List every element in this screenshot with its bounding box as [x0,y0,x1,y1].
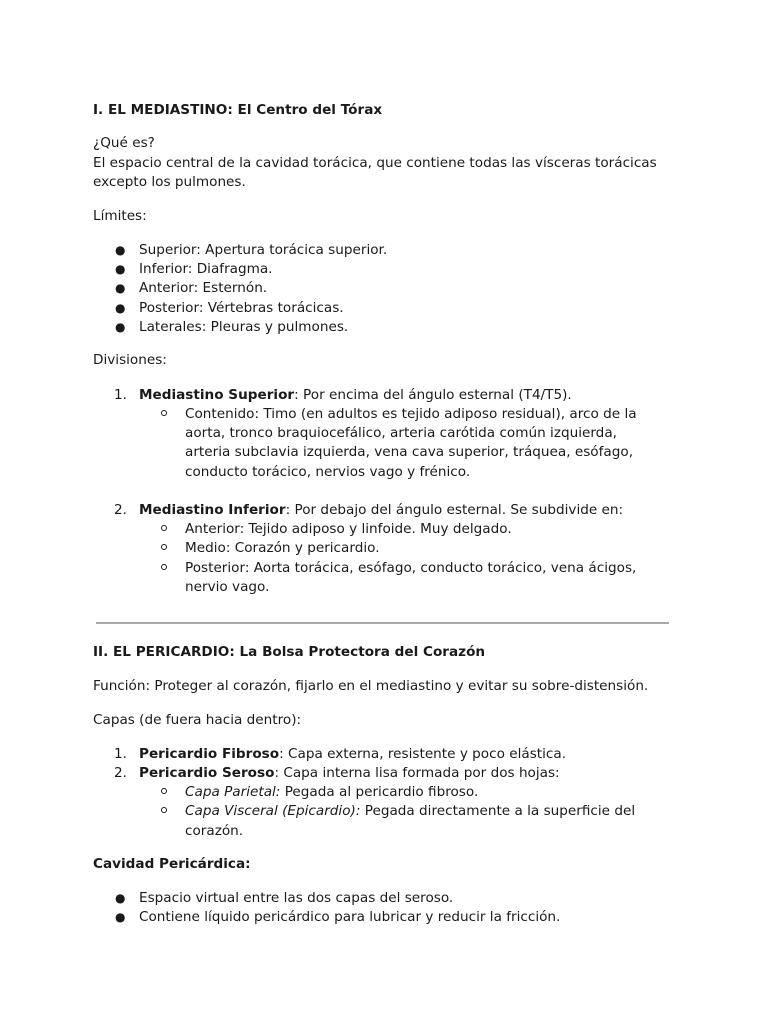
division-2-heading [139,501,623,520]
content-line: arteria subclavia izquierda, vena cava superior, tráquea, esófago, [185,444,634,460]
sublayer-parietal [185,783,478,802]
content-line: Contenido: Timo (en adultos es tejido adiposo residual), arco de la [185,406,637,422]
sublayer-visceral-cont: corazón. [185,823,244,839]
cavity-label: Cavidad Pericárdica: [93,856,251,872]
hollow-bullet-icon [161,564,167,570]
function-text: Función: Proteger al corazón, fijarlo en el mediastino y evitar su sobre-distensión. [93,678,649,694]
division-1-name: Mediastino Superior [139,387,295,403]
content-line: aorta, tronco braquiocefálico, arteria carótida común izquierda, [185,425,617,441]
definition-line-1: El espacio central de la cavidad torácica, que contiene todas las vísceras torácicas [93,155,657,171]
layer-1-desc: : Capa externa, resistente y poco elástica. [279,746,567,762]
division-2-name: Mediastino Inferior [139,502,286,518]
bullet-icon: ● [115,262,126,276]
sublayer-visceral-name: Capa Visceral (Epicardio): [185,803,361,819]
list-number: 2. [114,502,127,518]
sublayer-parietal-name: Capa Parietal: [185,784,281,800]
list-number: 1. [114,746,127,762]
sublayer-visceral [185,802,635,821]
divisions-label: Divisiones: [93,352,167,368]
limit-item: Inferior: Diafragma. [139,261,273,277]
sublayer-parietal-desc: Pegada al pericardio fibroso. [280,784,479,800]
section-1-title: I. EL MEDIASTINO: El Centro del Tórax [93,102,383,118]
layers-label: Capas (de fuera hacia dentro): [93,712,302,728]
bullet-icon: ● [115,320,126,334]
limit-item: Superior: Apertura torácica superior. [139,242,388,258]
limit-item: Posterior: Vértebras torácicas. [139,300,344,316]
cavity-item: Espacio virtual entre las dos capas del seroso. [139,890,454,906]
cavity-item: Contiene líquido pericárdico para lubricar y reducir la fricción. [139,909,561,925]
bullet-icon: ● [115,301,126,315]
horizontal-divider [96,622,669,624]
subdivision-item: Anterior: Tejido adiposo y linfoide. Muy delgado. [185,521,512,537]
list-number: 1. [114,387,127,403]
subdivision-item: Medio: Corazón y pericardio. [185,540,380,556]
hollow-bullet-icon [161,410,167,416]
question-label: ¿Qué es? [93,135,155,151]
section-2-title: II. EL PERICARDIO: La Bolsa Protectora del Corazón [93,644,486,660]
subdivision-item: Posterior: Aorta torácica, esófago, conducto torácico, vena ácigos, [185,560,637,576]
bullet-icon: ● [115,243,126,257]
definition-line-2: excepto los pulmones. [93,174,246,190]
subdivision-item-cont: nervio vago. [185,579,270,595]
hollow-bullet-icon [161,544,167,550]
bullet-icon: ● [115,910,126,924]
division-2-desc: : Por debajo del ángulo esternal. Se subdivide en: [285,502,624,518]
layer-2-item [139,764,560,783]
layer-1-item [139,745,566,764]
layer-2-name: Pericardio Seroso [139,765,275,781]
hollow-bullet-icon [161,788,167,794]
layer-2-desc: : Capa interna lisa formada por dos hojas: [274,765,560,781]
hollow-bullet-icon [161,807,167,813]
bullet-icon: ● [115,891,126,905]
content-line: conducto torácico, nervios vago y frénico. [185,464,471,480]
layer-1-name: Pericardio Fibroso [139,746,280,762]
limit-item: Laterales: Pleuras y pulmones. [139,319,349,335]
division-1-heading [139,386,572,405]
limits-label: Límites: [93,208,147,224]
list-number: 2. [114,765,127,781]
division-1-desc: : Por encima del ángulo esternal (T4/T5). [294,387,572,403]
sublayer-visceral-desc: Pegada directamente a la superficie del [360,803,636,819]
hollow-bullet-icon [161,525,167,531]
bullet-icon: ● [115,281,126,295]
limit-item: Anterior: Esternón. [139,280,268,296]
